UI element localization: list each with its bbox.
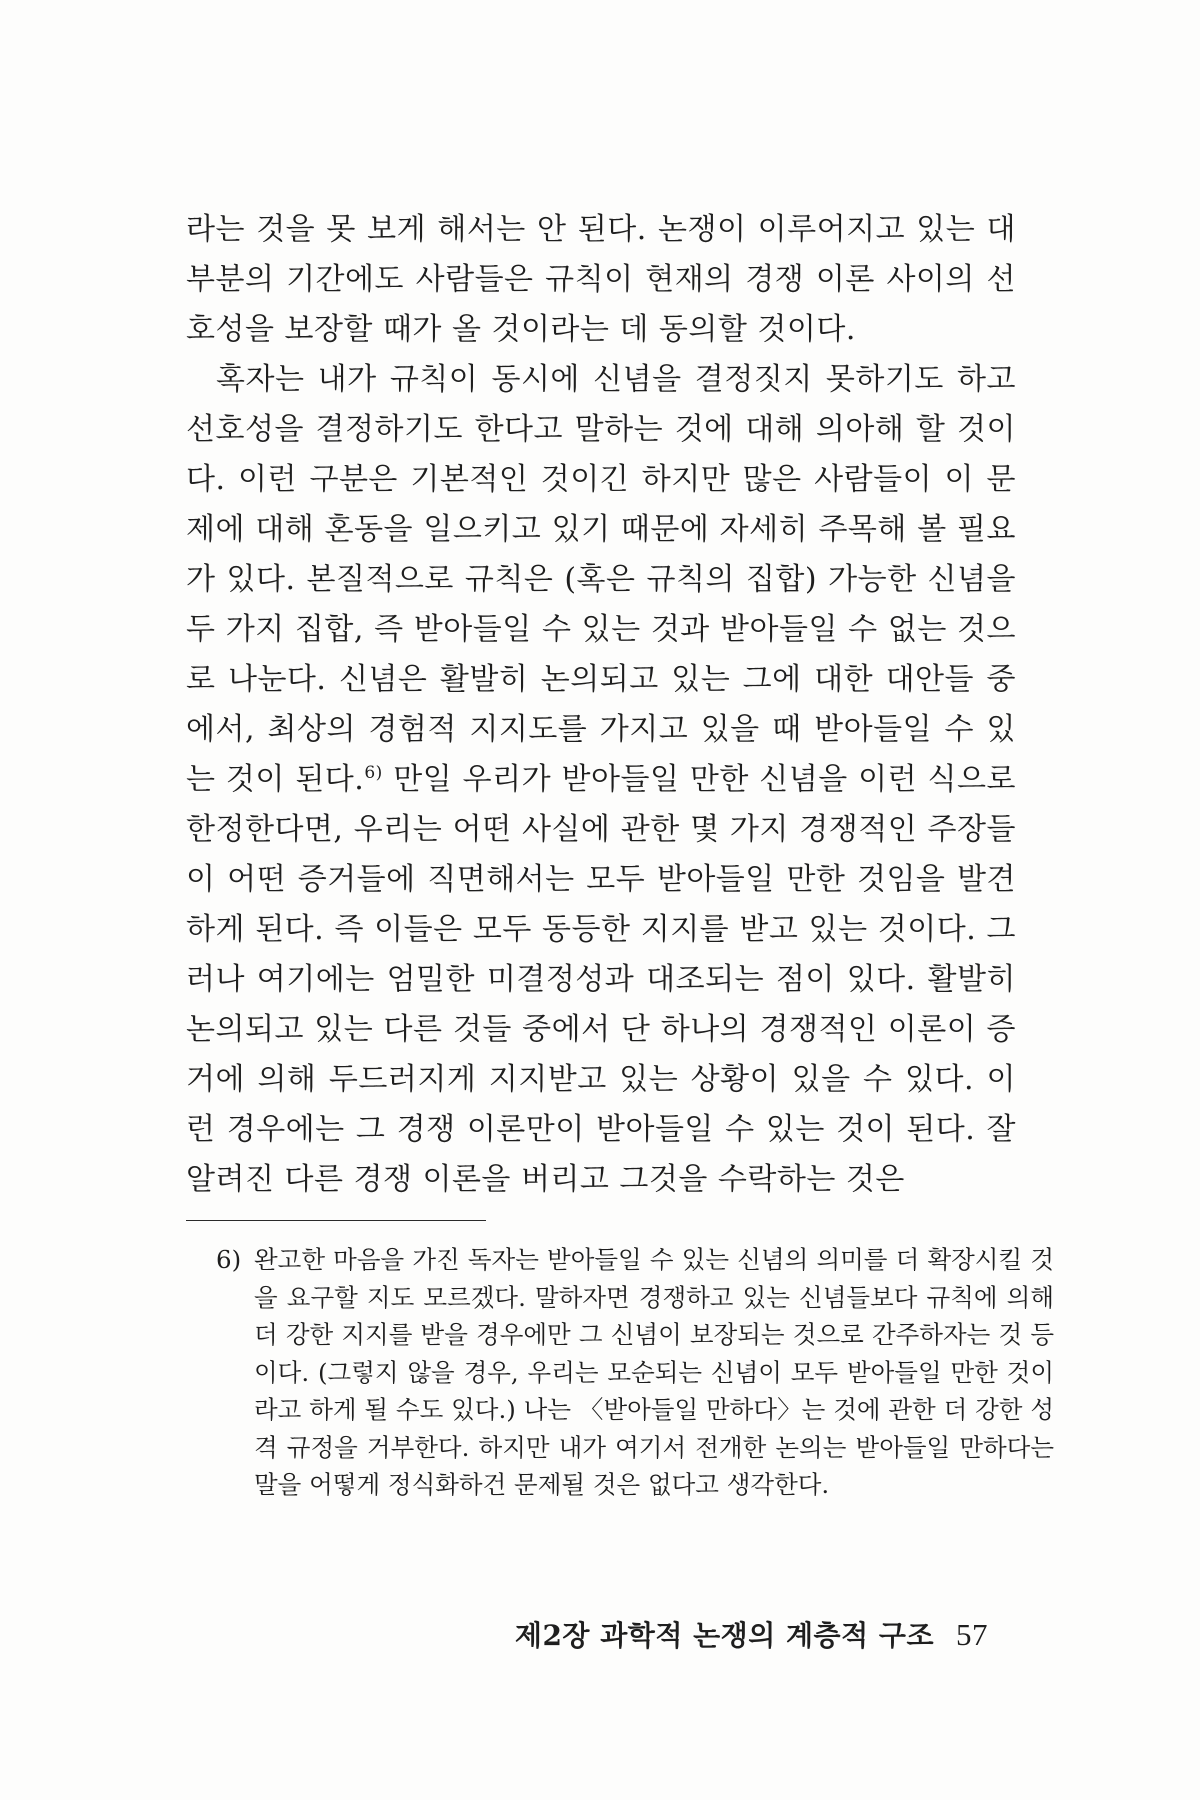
running-footer [515, 1614, 988, 1654]
footnote-reference: 6) [364, 763, 383, 783]
footnote-marker: 6) [216, 1245, 242, 1274]
main-body-text [186, 205, 1016, 1205]
paragraph-2-text-before-note: 혹자는 내가 규칙이 동시에 신념을 결정짓지 못하기도 하고 선호성을 결정하기도 한다고 말하는 것에 대해 의아해 할 것이다. 이런 구분은 기본적인 것이긴 하지만 많은 사람들이 이 문제에 대해 혼동을 일으키고 있기 때문에 자세히 주목해 볼 필요가 있다. 본질적으로 규칙은 (혹은 규칙의 집합) 가능한 신념을 두 가지 집합, 즉 받아들일 수 있는 것과 받아들일 수 없는 것으로 나눈다. 신념은 활발히 논의되고 있는 그에 대한 대안들 중에서, 최상의 경험적 지지도를 가지고 있을 때 받아들일 수 있는 것이 된다. [186, 362, 1016, 797]
footnote-separator [186, 1220, 486, 1221]
paragraph-2 [186, 355, 1016, 1205]
chapter-title: 제2장 과학적 논쟁의 계층적 구조 [514, 1619, 934, 1652]
paragraph-2-text-after-note: 만일 우리가 받아들일 만한 신념을 이런 식으로 한정한다면, 우리는 어떤 사실에 관한 몇 가지 경쟁적인 주장들이 어떤 증거들에 직면해서는 모두 받아들일 만한 것임을 발견하게 된다. 즉 이들은 모두 동등한 지지를 받고 있는 것이다. 그러나 여기에는 엄밀한 미결정성과 대조되는 점이 있다. 활발히 논의되고 있는 다른 것들 중에서 단 하나의 경쟁적인 이론이 증거에 의해 두드러지게 지지받고 있는 상황이 있을 수 있다. 이런 경우에는 그 경쟁 이론만이 받아들일 수 있는 것이 된다. 잘 알려진 다른 경쟁 이론을 버리고 그것을 수락하는 것은 [186, 762, 1016, 1197]
footnote-text: 완고한 마음을 가진 독자는 받아들일 수 있는 신념의 의미를 더 확장시킬 것을 요구할 지도 모르겠다. 말하자면 경쟁하고 있는 신념들보다 규칙에 의해 더 강한 지지를 받을 경우에만 그 신념이 보장되는 것으로 간주하자는 것 등이다. (그렇지 않을 경우, 우리는 모순되는 신념이 모두 받아들일 만한 것이라고 하게 될 수도 있다.) 나는 〈받아들일 만하다〉는 것에 관한 더 강한 성격 규정을 거부한다. 하지만 내가 여기서 전개한 논의는 받아들일 만하다는 말을 어떻게 정식화하건 문제될 것은 없다고 생각한다. [254, 1245, 1054, 1499]
footnote [216, 1241, 1054, 1504]
page-number: 57 [956, 1617, 988, 1652]
paragraph-1: 라는 것을 못 보게 해서는 안 된다. 논쟁이 이루어지고 있는 대부분의 기간에도 사람들은 규칙이 현재의 경쟁 이론 사이의 선호성을 보장할 때가 올 것이라는 데 동의할 것이다. [186, 212, 1016, 347]
